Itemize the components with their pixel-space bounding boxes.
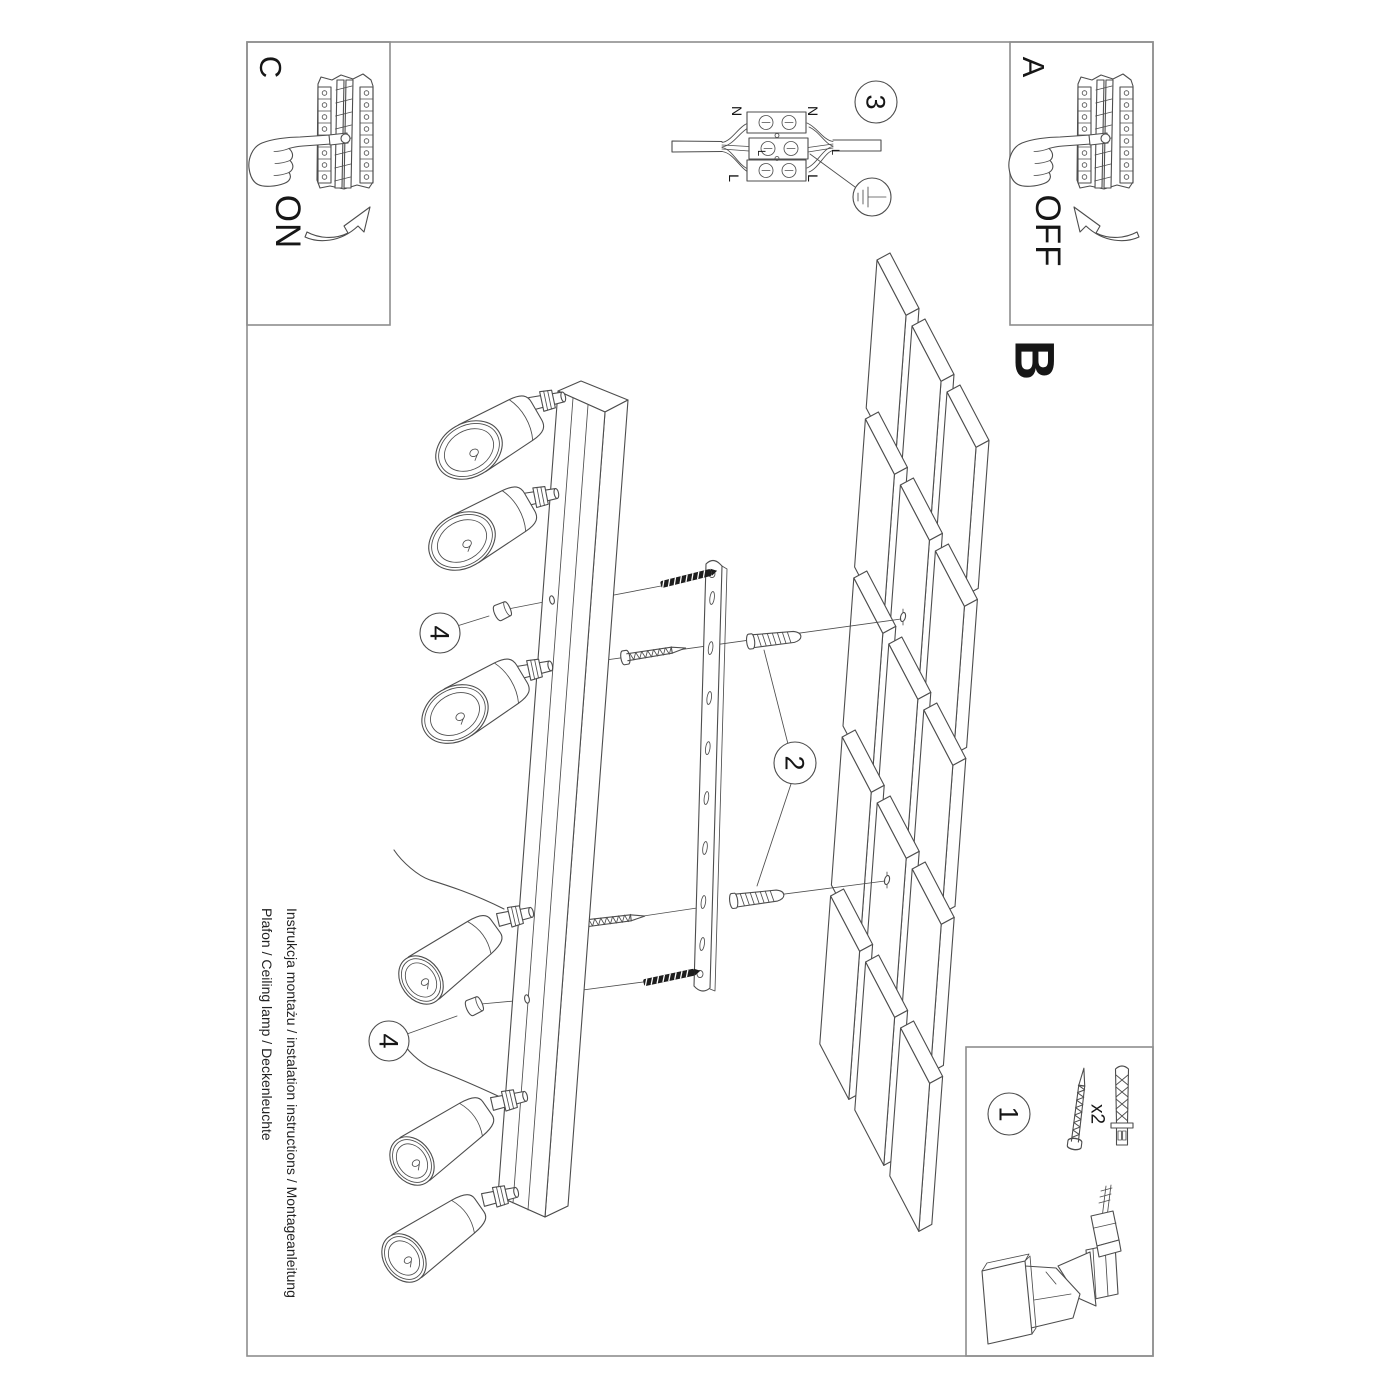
spotlight-5	[381, 1087, 503, 1194]
label-n-right: N	[805, 105, 822, 117]
section-b-frame	[247, 42, 1153, 1356]
spotlight-3	[411, 651, 536, 755]
label-n-left: N	[729, 105, 746, 117]
footer-line2: Plafon / Ceiling lamp / Deckenleuchte	[259, 908, 275, 1141]
switch-on-label: ON	[267, 194, 307, 250]
section-c	[249, 56, 373, 249]
label-l-right: L	[805, 174, 822, 182]
ceiling-tile-grid	[820, 253, 989, 1231]
anchor-quantity-label: x2	[1086, 1103, 1108, 1125]
mounting-screw-bottom	[643, 967, 701, 986]
footer-line1: Instrukcja montażu / instalation instructions / Montageanleitung	[284, 908, 300, 1298]
footer-captions	[259, 908, 300, 1298]
label-l-mid-right: L	[829, 148, 842, 156]
wall-plug-item	[1111, 1066, 1133, 1145]
shade-cap-top	[492, 600, 514, 622]
off-arrow-icon	[1074, 207, 1139, 241]
section-a-label: A	[1016, 56, 1052, 78]
spotlight-6	[373, 1184, 495, 1291]
step-3-number: 3	[860, 94, 891, 110]
wiring-diagram	[672, 112, 891, 216]
step-1-number: 1	[993, 1106, 1024, 1122]
breaker-panel-off	[1009, 74, 1133, 189]
spotlight-4	[390, 905, 511, 1013]
section-a	[1009, 57, 1139, 268]
terminal-block-l	[747, 160, 806, 181]
step-2-number: 2	[779, 755, 810, 771]
spotlight-2	[418, 479, 543, 582]
spotlight-1	[425, 388, 550, 491]
step-4-number-bottom: 4	[373, 1033, 404, 1049]
wall-plug-top	[746, 629, 802, 650]
on-arrow-icon	[305, 207, 370, 241]
fixing-hardware	[579, 567, 802, 986]
section-c-label: C	[253, 55, 289, 79]
shade-cap-bottom	[464, 995, 486, 1017]
breaker-panel-on	[249, 74, 373, 189]
ceiling-screw-top	[620, 641, 687, 665]
wall-plug-bottom	[729, 887, 785, 909]
switch-off-label: OFF	[1027, 194, 1067, 268]
cable-left	[672, 141, 722, 152]
page-borders	[247, 42, 1153, 1356]
label-l-left: L	[726, 174, 743, 182]
mounting-strip	[694, 561, 727, 992]
earth-leader	[810, 154, 855, 187]
drill-icon	[982, 1185, 1121, 1344]
terminal-block-n	[747, 112, 806, 133]
section-b-label: B	[1003, 339, 1067, 381]
step-4-number-top: 4	[424, 625, 455, 641]
label-l-mid-left: L	[755, 149, 768, 157]
